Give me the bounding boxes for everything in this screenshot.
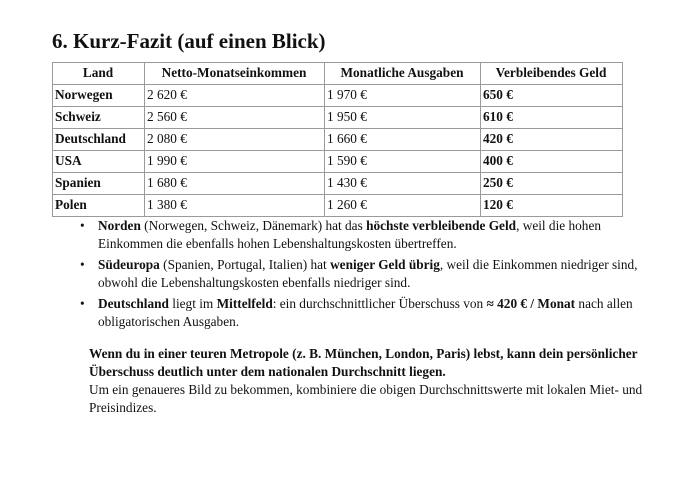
header-netto: Netto-Monatseinkommen [145,63,325,85]
income-summary-table [52,62,623,217]
cell-netto: 1 380 € [145,195,325,217]
cell-netto: 2 080 € [145,129,325,151]
cell-netto: 1 990 € [145,151,325,173]
section-heading: 6. Kurz-Fazit (auf einen Blick) [52,29,326,53]
bullet-emphasis: Mittelfeld [216,296,273,311]
header-ausgaben: Monatliche Ausgaben [325,63,481,85]
cell-rest: 120 € [481,195,623,217]
cell-land: Schweiz [53,107,145,129]
cell-ausgaben: 1 590 € [325,151,481,173]
cell-ausgaben: 1 660 € [325,129,481,151]
bullet-emphasis: höchste verbleibende Geld [366,218,517,233]
cell-land: USA [53,151,145,173]
cell-rest: 650 € [481,85,623,107]
cell-land: Polen [53,195,145,217]
table-row [53,195,623,217]
bullet-text: : ein durchschnittlicher Überschuss von [272,296,487,311]
table-row [53,107,623,129]
bullet-icon: • [80,296,85,311]
table-row [53,173,623,195]
cell-netto: 2 620 € [145,85,325,107]
conclusion-paragraph [89,345,679,417]
cell-netto: 1 680 € [145,173,325,195]
bullet-amount: ≈ 420 € / Monat [486,296,576,311]
cell-ausgaben: 1 430 € [325,173,481,195]
table-row [53,85,623,107]
cell-rest: 420 € [481,129,623,151]
table-row [53,129,623,151]
bullet-text: , weil die Einkommen niedriger sind, obwohl die Lebenshaltungskosten ebenfalls niedriger sind. [98,257,638,290]
cell-land: Deutschland [53,129,145,151]
summary-bullet-list [52,217,668,331]
bullet-keyword: Deutschland [98,296,169,311]
bullet-text: liegt im [168,296,217,311]
table-row [53,151,623,173]
list-item [52,256,668,292]
cell-ausgaben: 1 260 € [325,195,481,217]
cell-land: Spanien [53,173,145,195]
conclusion-text: Um ein genaueres Bild zu bekommen, kombiniere die obigen Durchschnittswerte mit lokalen Miet- und Preisindizes. [89,382,643,415]
bullet-text: , weil die hohen Einkommen die ebenfalls hohen Lebenshaltungskosten übertreffen. [98,218,601,251]
document-page [52,28,672,417]
list-item [52,295,668,331]
cell-rest: 610 € [481,107,623,129]
cell-ausgaben: 1 950 € [325,107,481,129]
conclusion-strong: Wenn du in einer teuren Metropole (z. B. München, London, Paris) lebst, kann dein persönlicher Überschuss deutlich unter dem nationalen Durchschnitt liegen. [89,346,638,379]
bullet-icon: • [80,218,85,233]
bullet-emphasis: weniger Geld übrig [330,257,440,272]
bullet-text: (Spanien, Portugal, Italien) hat [159,257,331,272]
cell-land: Norwegen [53,85,145,107]
bullet-text: (Norwegen, Schweiz, Dänemark) hat das [140,218,367,233]
header-land: Land [53,63,145,85]
cell-netto: 2 560 € [145,107,325,129]
header-verbleibend: Verbleibendes Geld [481,63,623,85]
bullet-keyword: Norden [98,218,141,233]
cell-ausgaben: 1 970 € [325,85,481,107]
list-item [52,217,668,253]
bullet-text: nach allen obligatorischen Ausgaben. [98,296,633,329]
bullet-icon: • [80,257,85,272]
table-header-row [53,63,623,85]
cell-rest: 400 € [481,151,623,173]
bullet-keyword: Südeuropa [98,257,160,272]
cell-rest: 250 € [481,173,623,195]
